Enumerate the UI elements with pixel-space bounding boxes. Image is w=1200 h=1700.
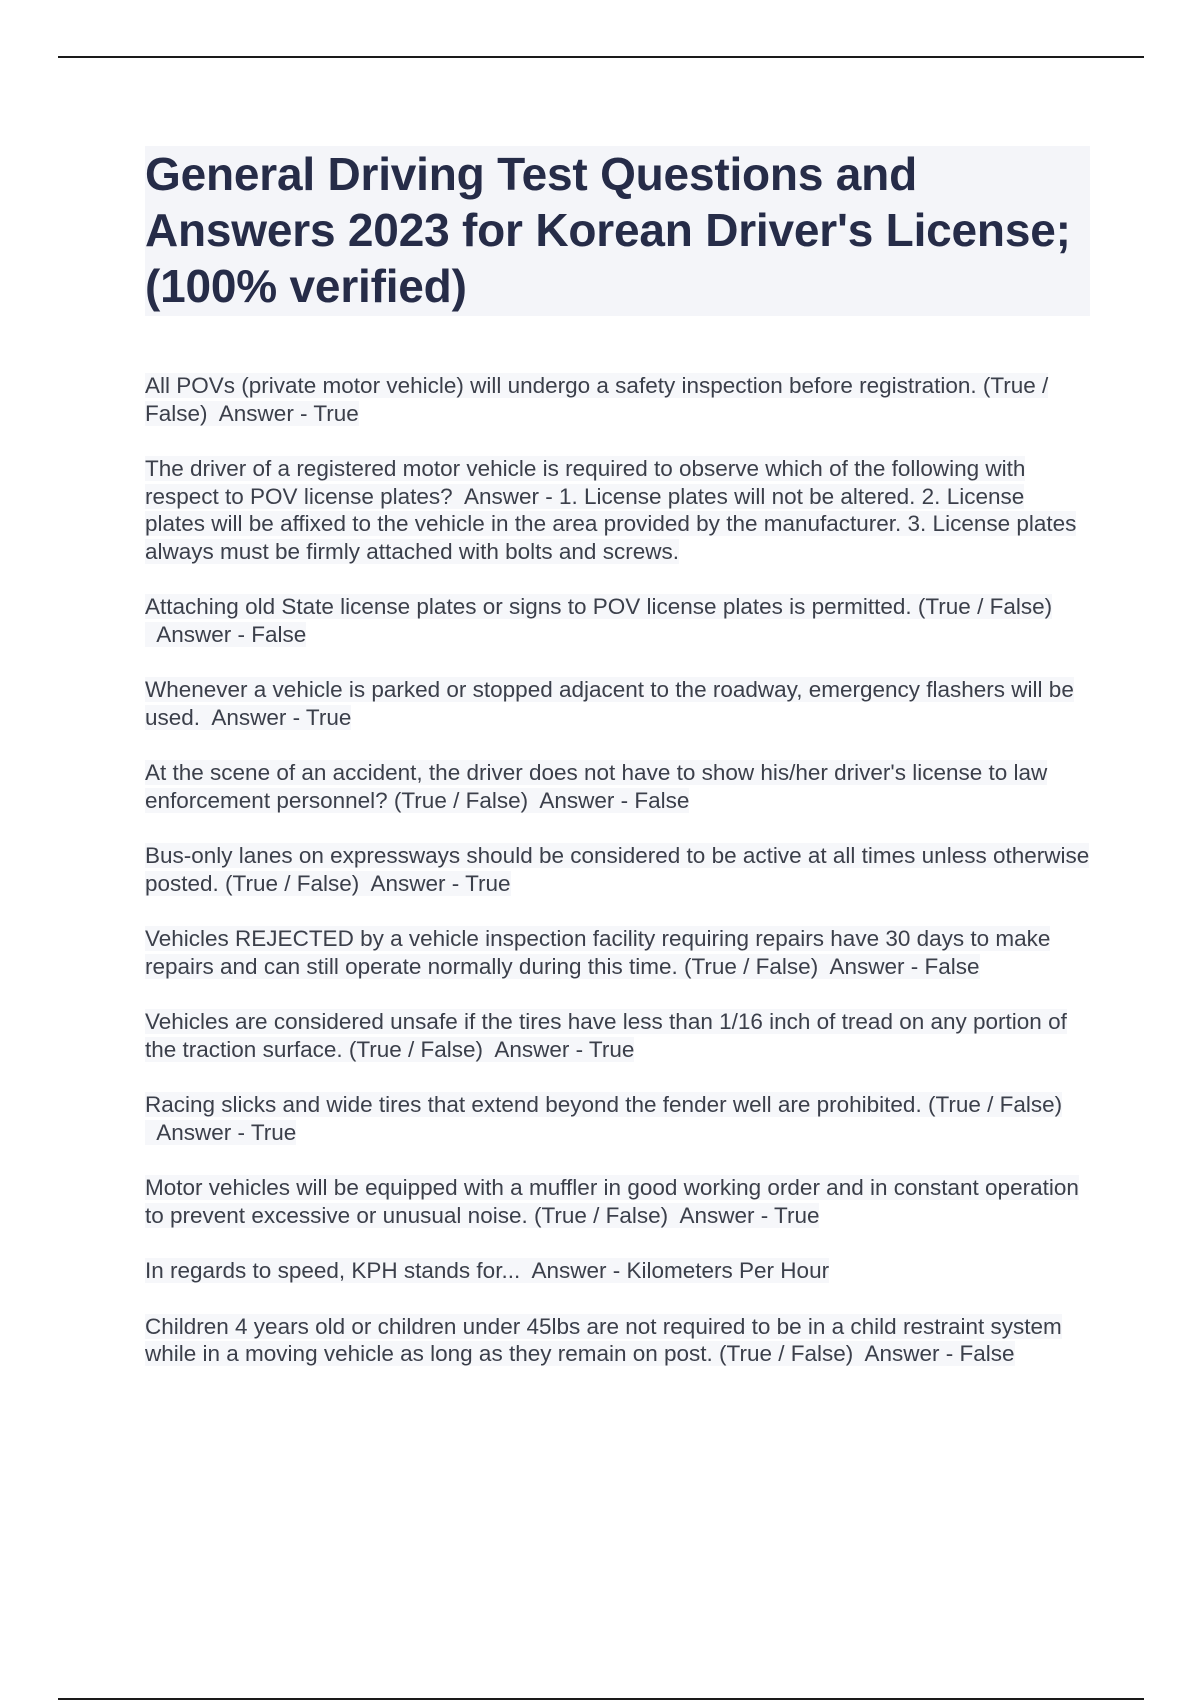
qa-item (145, 455, 1090, 565)
answer-text: Answer - True (218, 400, 359, 426)
question-text: Bus-only lanes on expressways should be considered to be active at all times unless otherwise posted. (True / False) (145, 843, 1090, 896)
question-text: At the scene of an accident, the driver does not have to show his/her driver's license to law enforcement personnel? (True / False) (145, 760, 1048, 813)
question-text: Whenever a vehicle is parked or stopped adjacent to the roadway, emergency flashers will be used. (145, 677, 1074, 730)
question-text: All POVs (private motor vehicle) will undergo a safety inspection before registration. (True / False) (145, 373, 1049, 426)
qa-list (145, 372, 1090, 1368)
question-text: Vehicles REJECTED by a vehicle inspection facility requiring repairs have 30 days to make repairs and can still operate normally during this time. (True / False) (145, 926, 1051, 979)
qa-item (145, 925, 1090, 980)
document-title: General Driving Test Questions and Answers 2023 for Korean Driver's License;(100% verified) (145, 148, 1071, 312)
qa-item (145, 1008, 1090, 1063)
qa-item (145, 842, 1090, 897)
question-text: Racing slicks and wide tires that extend beyond the fender well are prohibited. (True / False) (145, 1092, 1063, 1117)
qa-item (145, 759, 1090, 814)
qa-item (145, 676, 1090, 731)
answer-text: Answer - True (211, 704, 352, 730)
answer-text: Answer - True (370, 870, 511, 896)
qa-item (145, 372, 1090, 427)
question-text: The driver of a registered motor vehicle is required to observe which of the following with respect to POV license plates? (145, 456, 1026, 509)
answer-text: Answer - True (494, 1036, 635, 1062)
header-rule (58, 56, 1144, 58)
question-text: Vehicles are considered unsafe if the tires have less than 1/16 inch of tread on any portion of the traction surface. (True / False) (145, 1009, 1067, 1062)
qa-item (145, 1313, 1090, 1368)
answer-text: Answer - Kilometers Per Hour (531, 1258, 830, 1283)
question-text: Motor vehicles will be equipped with a muffler in good working order and in constant operation to prevent excessive or unusual noise. (True / False) (145, 1175, 1079, 1228)
qa-item (145, 593, 1090, 648)
title-block (145, 146, 1090, 316)
answer-text: Answer - True (679, 1202, 820, 1228)
qa-item (145, 1257, 1090, 1285)
question-text: Attaching old State license plates or signs to POV license plates is permitted. (True / False) (145, 594, 1053, 619)
qa-item (145, 1174, 1090, 1229)
qa-item (145, 1091, 1090, 1146)
answer-text: Answer - True (156, 1119, 297, 1145)
question-text: Children 4 years old or children under 45lbs are not required to be in a child restraint system while in a moving vehicle as long as they remain on post. (True / False) (145, 1313, 1062, 1366)
answer-text: Answer - 1. License plates will not be altered. 2. License plates will be affixed to the vehicle in the area provided by the manufacturer. 3. License plates always must be firmly attached with bolts and screws. (145, 483, 1077, 564)
answer-text: Answer - False (539, 787, 690, 813)
question-text: In regards to speed, KPH stands for... (145, 1258, 521, 1283)
document-body (145, 146, 1090, 1396)
answer-text: Answer - False (829, 953, 980, 979)
answer-text: Answer - False (156, 621, 307, 647)
answer-text: Answer - False (864, 1341, 1015, 1366)
